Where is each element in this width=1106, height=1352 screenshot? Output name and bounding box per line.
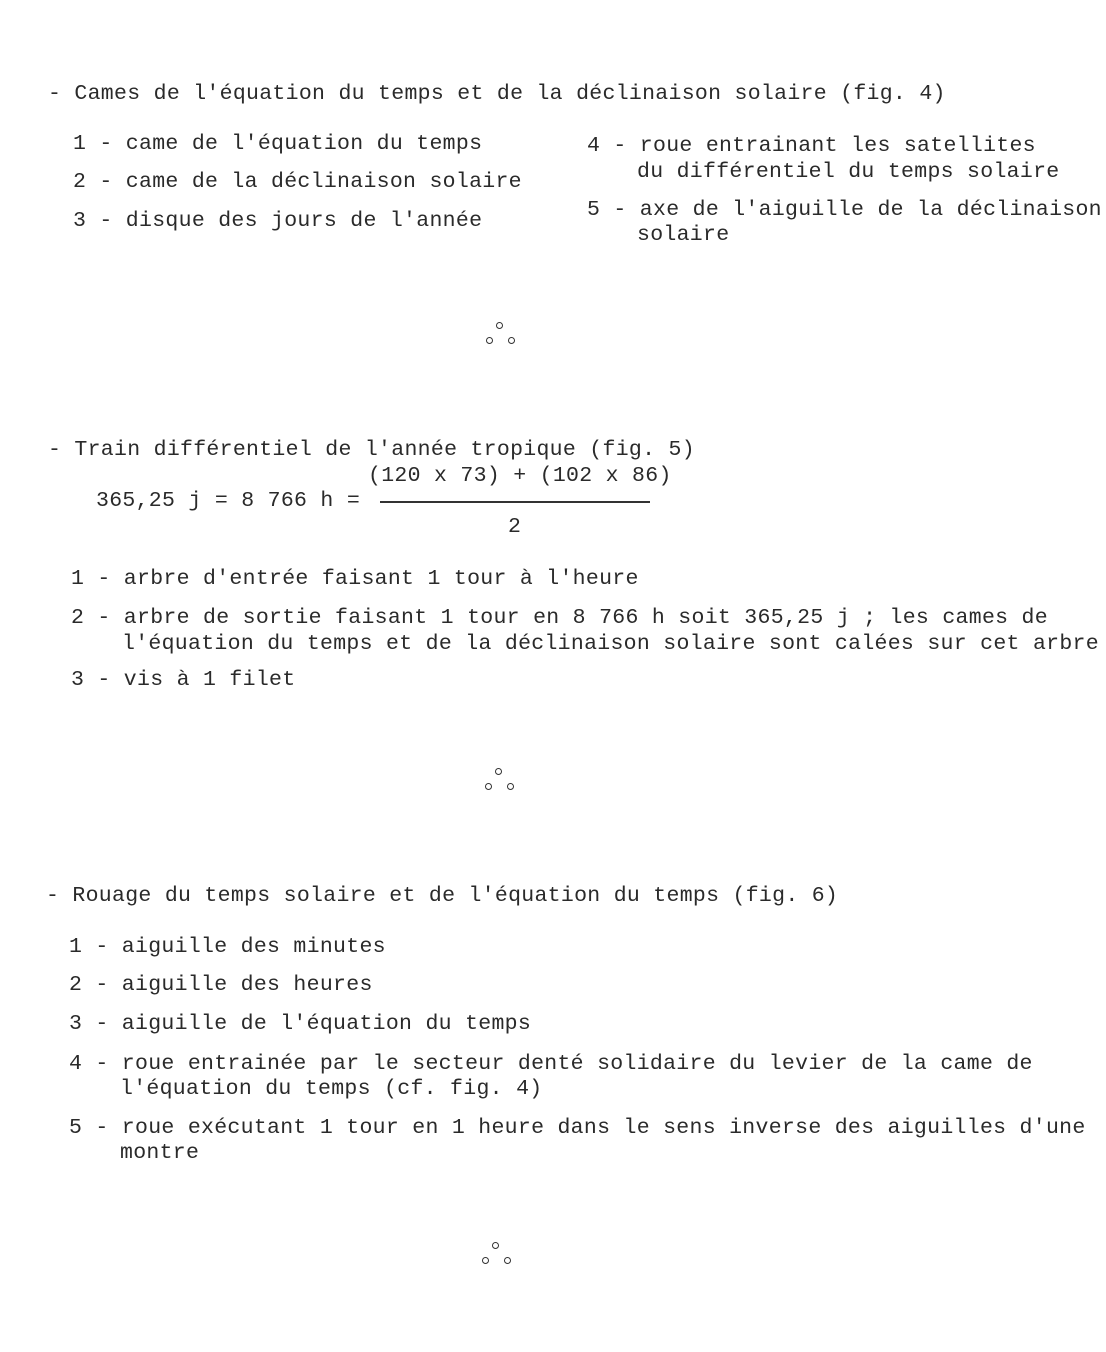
ornament-divider-1 [482,322,522,352]
section3-item-4-cont: l'équation du temps (cf. fig. 4) [120,1077,543,1101]
fraction-bar [380,501,650,503]
formula-lhs: 365,25 j = 8 766 h = [96,489,361,513]
section2-item-2: 2 - arbre de sortie faisant 1 tour en 8 766 h soit 365,25 j ; les cames de [71,606,1048,630]
section2-item-2-cont: l'équation du temps et de la déclinaison solaire sont calées sur cet arbre [122,632,1099,656]
section1-item-1: 1 - came de l'équation du temps [73,132,483,156]
section1-item-5: 5 - axe de l'aiguille de la déclinaison [587,198,1102,222]
section2-item-3: 3 - vis à 1 filet [71,668,296,692]
section1-item-5-cont: solaire [637,223,730,247]
section1-item-3: 3 - disque des jours de l'année [73,209,483,233]
section2-item-1: 1 - arbre d'entrée faisant 1 tour à l'heure [71,567,639,591]
section1-item-4: 4 - roue entrainant les satellites [587,134,1036,158]
section1-item-4-cont: du différentiel du temps solaire [637,160,1060,184]
section2-heading: - Train différentiel de l'année tropique (fig. 5) [48,438,695,462]
section3-item-2: 2 - aiguille des heures [69,973,373,997]
section3-heading: - Rouage du temps solaire et de l'équation du temps (fig. 6) [46,884,839,908]
section3-item-4: 4 - roue entrainée par le secteur denté solidaire du levier de la came de [69,1052,1033,1076]
formula-denominator: 2 [508,515,522,539]
ornament-divider-3 [478,1242,518,1272]
section3-item-1: 1 - aiguille des minutes [69,935,386,959]
section1-heading: - Cames de l'équation du temps et de la déclinaison solaire (fig. 4) [48,82,946,106]
section3-item-5: 5 - roue exécutant 1 tour en 1 heure dans le sens inverse des aiguilles d'une [69,1116,1086,1140]
section3-item-5-cont: montre [120,1141,200,1165]
formula-numerator: (120 x 73) + (102 x 86) [368,464,672,488]
section1-item-2: 2 - came de la déclinaison solaire [73,170,522,194]
ornament-divider-2 [481,768,521,798]
section3-item-3: 3 - aiguille de l'équation du temps [69,1012,532,1036]
